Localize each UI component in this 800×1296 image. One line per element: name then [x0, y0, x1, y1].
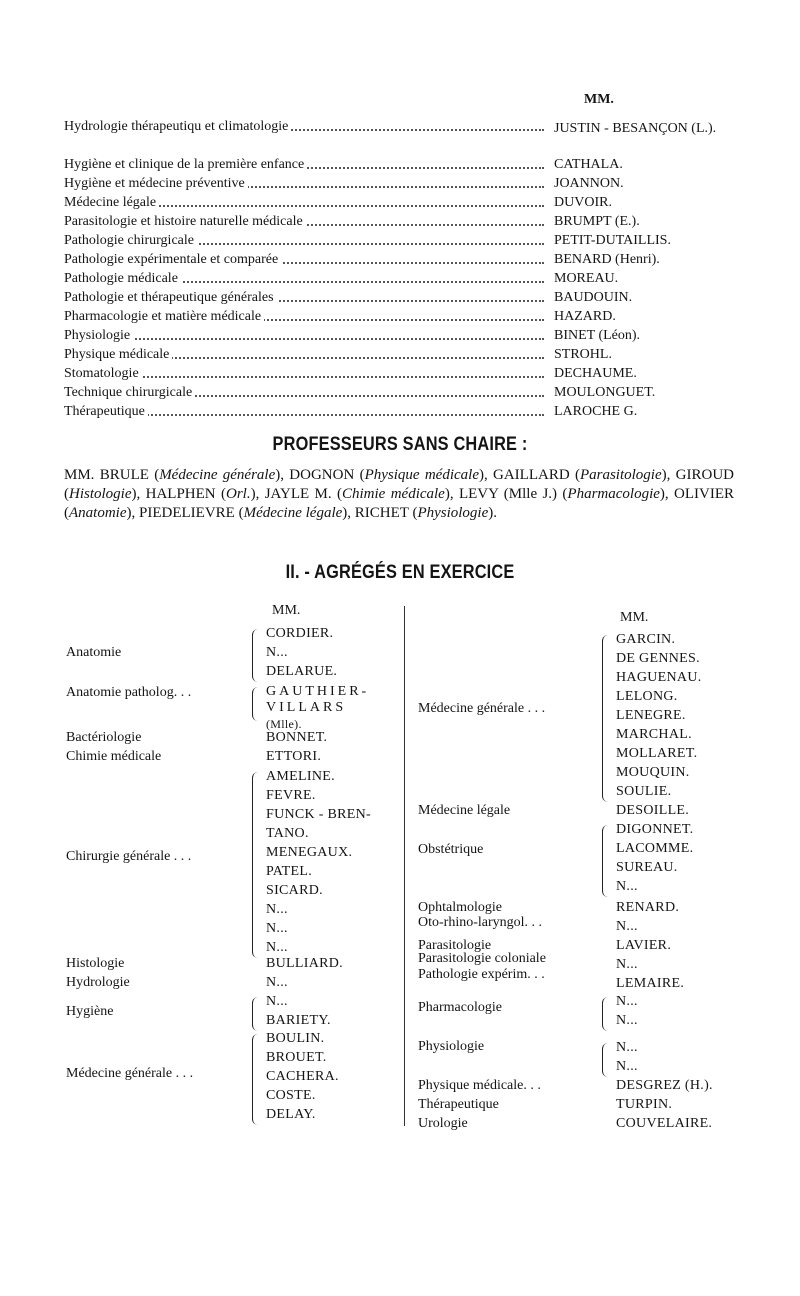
- chair-row: [64, 233, 794, 252]
- brace: [602, 825, 609, 897]
- chair-row: [64, 385, 794, 404]
- agrege-name: COUVELAIRE.: [616, 1116, 713, 1131]
- agrege-name: DESOILLE.: [616, 803, 690, 818]
- subject-label: Urologie: [418, 1116, 468, 1131]
- subject-label: Parasitologie: [418, 938, 492, 953]
- chair-holder: MOREAU.: [554, 271, 619, 286]
- agrege-name: LENEGRE.: [616, 708, 686, 723]
- subject-label: Obstétrique: [418, 842, 484, 857]
- agrege-name: N...: [266, 940, 288, 955]
- subject-label: Médecine légale: [418, 803, 511, 818]
- brace: [252, 772, 259, 958]
- dot-leader: [64, 338, 544, 340]
- agrege-name: BARIETY.: [266, 1013, 331, 1028]
- agrege-name: (Mlle).: [266, 717, 302, 731]
- professor-name: GAILLARD: [493, 467, 570, 483]
- agrege-name: N...: [616, 1040, 638, 1055]
- agrege-name: AMELINE.: [266, 769, 335, 784]
- chair-row: [64, 366, 794, 385]
- chair-holder: CATHALA.: [554, 157, 623, 172]
- subject-label: Chirurgie générale . . .: [66, 849, 192, 864]
- chair-row: [64, 309, 794, 328]
- chair-holder: JUSTIN - BESANÇON (L.).: [554, 121, 717, 136]
- chair-holder: HAZARD.: [554, 309, 616, 324]
- subject-label: Histologie: [66, 956, 125, 971]
- professor-name: GIROUD: [675, 467, 734, 483]
- agrege-name: MARCHAL.: [616, 727, 692, 742]
- agrege-name: ETTORI.: [266, 749, 322, 764]
- subject-label: Physique médicale. . .: [418, 1078, 541, 1093]
- chair-holder: MOULONGUET.: [554, 385, 656, 400]
- sans-chaire-prefix: MM.: [64, 467, 95, 483]
- sans-chaire-paragraph: MM. BRULE (Médecine générale), DOGNON (Physique médicale), GAILLARD (Parasitologie), GIROUD (Histologie), HALPHEN (Orl.), JAYLE M. (Chimie médicale), LEVY (Mlle J.) (Pharmacologie), OLIVIER (Anatomie), PIEDELIEVRE (Médecine légale), RICHET (Physiologie).: [64, 467, 735, 521]
- agrege-name: N...: [266, 921, 288, 936]
- professor-field: Anatomie: [69, 505, 127, 521]
- agrege-name: DESGREZ (H.).: [616, 1078, 713, 1093]
- chair-holder: PETIT-DUTAILLIS.: [554, 233, 671, 248]
- chair-subject: Hydrologie thérapeutiqu et climatologie: [64, 119, 291, 135]
- agrege-name: SUREAU.: [616, 860, 678, 875]
- agrege-name: LAVIER.: [616, 938, 672, 953]
- chair-holder: STROHL.: [554, 347, 612, 362]
- professor-field: Physique médicale: [364, 467, 479, 483]
- subject-label: Physiologie: [418, 1039, 485, 1054]
- chair-holder: DUVOIR.: [554, 195, 612, 210]
- chair-row: [64, 328, 794, 347]
- agrege-name: DELARUE.: [266, 664, 338, 679]
- agrege-name: N...: [266, 994, 288, 1009]
- professor-name: LEVY (Mlle J.): [458, 486, 558, 502]
- agrege-name: LELONG.: [616, 689, 678, 704]
- subject-label: Thérapeutique: [418, 1097, 499, 1112]
- chair-subject: Médecine légale: [64, 195, 159, 211]
- agrege-name: CORDIER.: [266, 626, 334, 641]
- chair-subject: Thérapeutique: [64, 404, 148, 420]
- subject-label: Chimie médicale: [66, 749, 162, 764]
- agrege-name: DELAY.: [266, 1107, 316, 1122]
- chair-row: [64, 195, 794, 214]
- chair-row: [64, 119, 794, 138]
- chair-subject: Stomatologie: [64, 366, 142, 382]
- professor-name: RICHET: [354, 505, 409, 521]
- subject-label: Pathologie expérim. . .: [418, 967, 545, 982]
- professor-field: Chimie médicale: [342, 486, 445, 502]
- agrege-name: SOULIE.: [616, 784, 672, 799]
- chair-subject: Pathologie médicale: [64, 271, 181, 287]
- agrege-name: BULLIARD.: [266, 956, 343, 971]
- professor-field: Pharmacologie: [567, 486, 660, 502]
- brace: [252, 997, 259, 1031]
- subject-label: Parasitologie coloniale: [418, 951, 546, 966]
- subject-label: Oto-rhino-laryngol. . .: [418, 915, 543, 930]
- agrege-name: HAGUENAU.: [616, 670, 702, 685]
- chair-holder: LAROCHE G.: [554, 404, 638, 419]
- agrege-name: N...: [266, 975, 288, 990]
- column-divider: [404, 606, 405, 1126]
- chair-holder: BRUMPT (E.).: [554, 214, 640, 229]
- agrege-name: TANO.: [266, 826, 309, 841]
- professor-name: DOGNON: [289, 467, 355, 483]
- subject-label: Ophtalmologie: [418, 900, 502, 915]
- agrege-name: MENEGAUX.: [266, 845, 353, 860]
- agrege-name: BROUET.: [266, 1050, 327, 1065]
- agrege-name: LACOMME.: [616, 841, 694, 856]
- agrege-name: LEMAIRE.: [616, 976, 685, 991]
- subject-label: Bactériologie: [66, 730, 142, 745]
- chair-row: [64, 290, 794, 309]
- chair-holder: BENARD (Henri).: [554, 252, 660, 267]
- agrege-name: N...: [266, 902, 288, 917]
- agrege-name: GAUTHIER-VILLARS: [266, 684, 370, 715]
- agrege-name: N...: [616, 879, 638, 894]
- subject-label: Anatomie: [66, 645, 122, 660]
- professor-field: Parasitologie: [579, 467, 662, 483]
- agrege-name: BONNET.: [266, 730, 328, 745]
- professor-name: HALPHEN: [145, 486, 216, 502]
- brace: [602, 1043, 609, 1077]
- professor-field: Histologie: [69, 486, 132, 502]
- chair-subject: Pathologie chirurgicale: [64, 233, 197, 249]
- left-column-mm: MM.: [272, 603, 301, 618]
- agrege-name: BOULIN.: [266, 1031, 325, 1046]
- agrege-name: N...: [616, 919, 638, 934]
- agrege-name: N...: [616, 1059, 638, 1074]
- brace: [252, 629, 259, 682]
- professor-field: Orl.: [226, 486, 251, 502]
- agreges-heading: II. - AGRÉGÉS EN EXERCICE: [285, 562, 515, 583]
- chair-row: [64, 252, 794, 271]
- agrege-name: CACHERA.: [266, 1069, 339, 1084]
- subject-label: Pharmacologie: [418, 1000, 502, 1015]
- chair-row: [64, 157, 794, 176]
- subject-label: Médecine générale . . .: [418, 701, 546, 716]
- agrege-name: N...: [266, 645, 288, 660]
- brace: [252, 687, 259, 721]
- sans-chaire-heading: PROFESSEURS SANS CHAIRE :: [272, 434, 528, 455]
- subject-label: Hygiène: [66, 1003, 114, 1019]
- chair-subject: Physique médicale: [64, 347, 172, 363]
- chair-row: [64, 176, 794, 195]
- agrege-name: FEVRE.: [266, 788, 316, 803]
- agrege-name: COSTE.: [266, 1088, 316, 1103]
- chair-holder: BAUDOUIN.: [554, 290, 633, 305]
- brace: [602, 635, 609, 802]
- right-column-mm: MM.: [620, 610, 649, 625]
- chair-row: [64, 404, 794, 423]
- brace: [602, 997, 609, 1031]
- agrege-name: GARCIN.: [616, 632, 676, 647]
- professor-name: OLIVIER: [674, 486, 735, 502]
- subject-label: Anatomie patholog. . .: [66, 685, 192, 700]
- professor-name: PIEDELIEVRE: [139, 505, 235, 521]
- agrege-name: MOLLARET.: [616, 746, 698, 761]
- brace: [252, 1034, 259, 1125]
- chair-subject: Parasitologie et histoire naturelle médicale: [64, 214, 306, 230]
- chair-holder: JOANNON.: [554, 176, 624, 191]
- agrege-name: N...: [616, 957, 638, 972]
- agrege-name: N...: [616, 1013, 638, 1028]
- agrege-name: MOUQUIN.: [616, 765, 690, 780]
- chairs-header: MM.: [584, 92, 614, 107]
- professor-field: Médecine générale: [159, 467, 276, 483]
- agrege-name: FUNCK - BREN-: [266, 807, 372, 822]
- professor-name: JAYLE M.: [264, 486, 332, 502]
- agrege-name: DIGONNET.: [616, 822, 694, 837]
- professor-name: BRULE: [99, 467, 149, 483]
- chair-row: [64, 271, 794, 290]
- professor-field: Médecine légale: [243, 505, 343, 521]
- chair-subject: Technique chirurgicale: [64, 385, 195, 401]
- agrege-name: DE GENNES.: [616, 651, 700, 666]
- chair-subject: Hygiène et clinique de la première enfance: [64, 157, 307, 173]
- chair-subject: Hygiène et médecine préventive: [64, 176, 248, 192]
- chair-row: [64, 347, 794, 366]
- agrege-name: TURPIN.: [616, 1097, 673, 1112]
- chair-holder: DECHAUME.: [554, 366, 637, 381]
- chair-subject: Physiologie: [64, 328, 133, 344]
- agrege-name: RENARD.: [616, 900, 680, 915]
- chair-holder: BINET (Léon).: [554, 328, 641, 343]
- chair-row: [64, 214, 794, 233]
- agrege-name: PATEL.: [266, 864, 313, 879]
- professor-field: Physiologie: [417, 505, 489, 521]
- chair-subject: Pathologie et thérapeutique générales: [64, 290, 277, 306]
- subject-label: Médecine générale . . .: [66, 1066, 194, 1081]
- agrege-name: SICARD.: [266, 883, 323, 898]
- agrege-name: N...: [616, 994, 638, 1009]
- subject-label: Hydrologie: [66, 975, 130, 990]
- chair-subject: Pathologie expérimentale et comparée: [64, 252, 281, 268]
- chair-subject: Pharmacologie et matière médicale: [64, 309, 264, 325]
